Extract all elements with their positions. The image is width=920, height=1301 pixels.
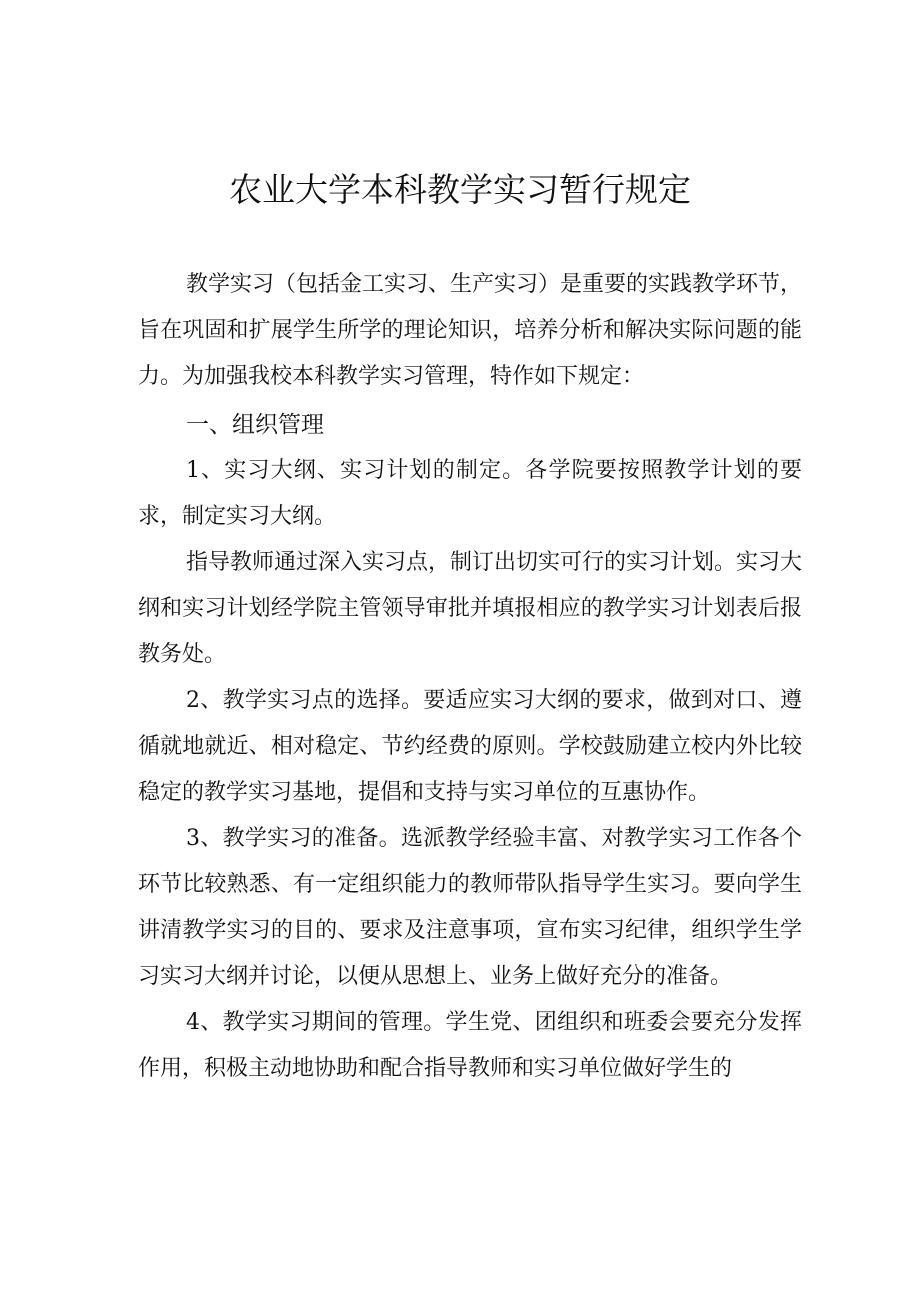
paragraph-item-4: 4、教学实习期间的管理。学生党、团组织和班委会要充分发挥作用，积极主动地协助和配合指导教师和实习单位做好学生的 <box>138 1010 802 1081</box>
intro-paragraph: 教学实习（包括金工实习、生产实习）是重要的实践教学环节，旨在巩固和扩展学生所学的理论知识，培养分析和解决实际问题的能力。为加强我校本科教学实习管理，特作如下规定： <box>138 272 803 389</box>
paragraph-item-2: 2、教学实习点的选择。要适应实习大纲的要求，做到对口、遵循就地就近、相对稳定、节约经费的原则。学校鼓励建立校内外比较稳定的教学实习基地，提倡和支持与实习单位的互惠协作。 <box>138 688 802 805</box>
section-heading-organization: 一、组织管理 <box>186 412 324 438</box>
paragraph-item-1: 1、实习大纲、实习计划的制定。各学院要按照教学计划的要求，制定实习大纲。 <box>138 458 802 529</box>
paragraph-item-3: 3、教学实习的准备。选派教学经验丰富、对教学实习工作各个环节比较熟悉、有一定组织能力的教师带队指导学生实习。要向学生讲清教学实习的目的、要求及注意事项，宣布实习纪律，组织学生学习实习大纲并讨论，以便从思想上、业务上做好充分的准备。 <box>138 826 802 989</box>
document-body <box>138 262 802 1092</box>
document-title: 农业大学本科教学实习暂行规定 <box>229 170 691 209</box>
paragraph-item-1-continued: 指导教师通过深入实习点，制订出切实可行的实习计划。实习大纲和实习计划经学院主管领导审批并填报相应的教学实习计划表后报教务处。 <box>138 550 803 667</box>
